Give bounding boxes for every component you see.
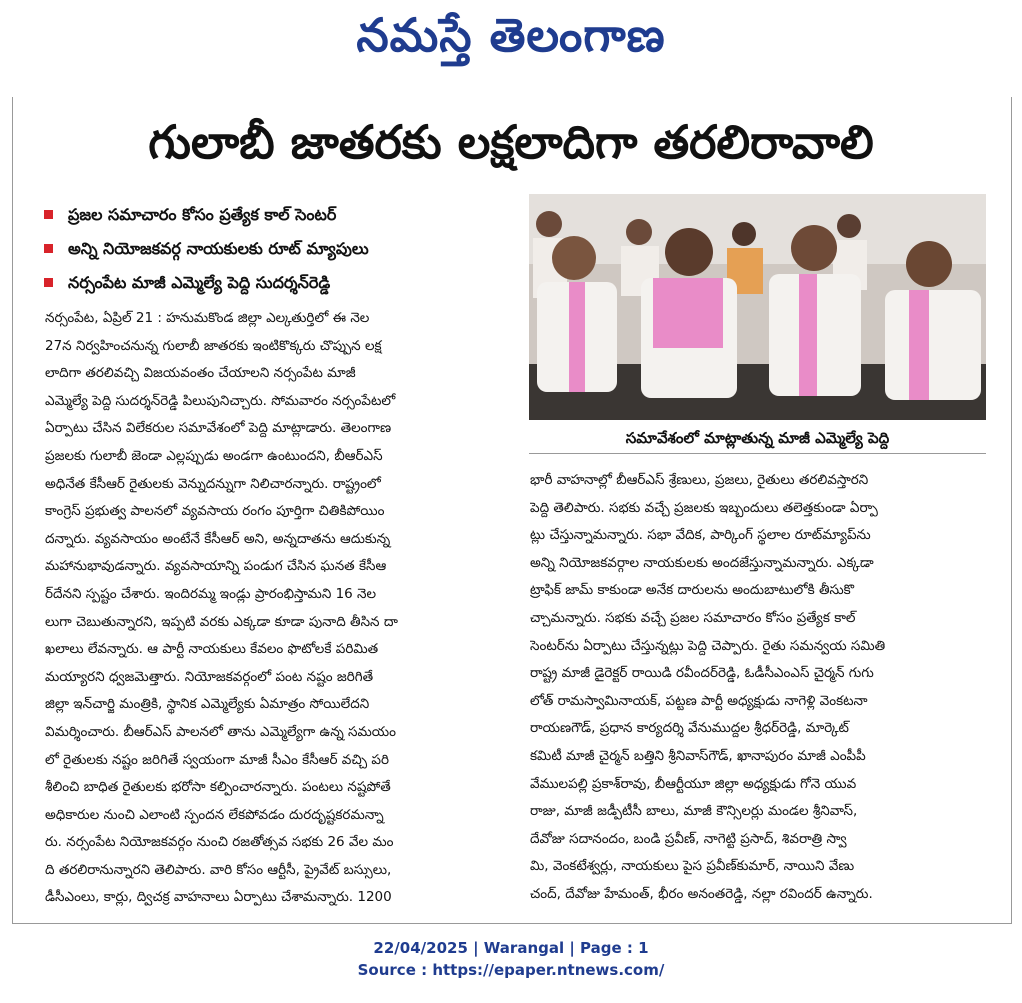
text-line: జిల్లా ఇన్‌చార్జి మంత్రికి, స్థానిక ఎమ్మెల్యేకు ఏమాత్రం సోయిలేదని [45, 696, 370, 713]
news-photo [529, 194, 986, 420]
text-line: ర్‌దేనని స్పష్టం చేశారు. ఇందిరమ్మ ఇండ్లు ప్రారంభిస్తామని 16 నెల [45, 585, 377, 602]
text-line: దేవోజు సదానందం, బండి ప్రవీణ్, నాగెట్టి ప్రసాద్, శివరాత్రి స్వా [530, 830, 847, 847]
text-line: రాజు, మాజీ జడ్పీటీసీ బాలు, మాజీ కౌన్సిలర్లు మండల శ్రీనివాస్, [530, 803, 858, 820]
photo-caption: సమావేశంలో మాట్లాతున్న మాజీ ఎమ్మెల్యే పెద్ది [529, 423, 986, 454]
bullet-item [42, 268, 512, 302]
footer-date-line: 22/04/2025 | Warangal | Page : 1 [373, 939, 649, 957]
photo-illustration [529, 194, 986, 420]
right-column [530, 467, 987, 909]
text-line: చంద్, దేవోజు హేమంత్, భీరం అనంతరెడ్డి, నల్లా రవిందర్ ఉన్నారు. [530, 885, 873, 902]
text-line: మహానుభావుడన్నారు. వ్యవసాయాన్ని పండుగ చేసిన ఘనత కేసీఆ [45, 558, 387, 575]
text-line: లోత్ రామస్వామినాయక్, పట్టణ పార్టీ అధ్యక్షుడు నాగెళ్లి వెంకటనా [530, 692, 868, 709]
bullet-square-icon [44, 278, 53, 287]
text-line: కాంగ్రెస్ ప్రభుత్వ పాలనలో వ్యవసాయ రంగం పూర్తిగా చితికిపోయిం [45, 503, 385, 520]
text-line: డీసీఎంలు, కార్లు, ద్విచక్ర వాహనాలు ఏర్పాటు చేశామన్నారు. 1200 [45, 889, 392, 906]
bullet-item [42, 234, 512, 268]
bullet-text: అన్ని నియోజకవర్గ నాయకులకు రూట్ మ్యాపులు [68, 239, 369, 258]
bullet-text: నర్సంపేట మాజీ ఎమ్మెల్యే పెద్ది సుదర్శన్‌రెడ్డి [68, 273, 331, 292]
text-line: విమర్శించారు. బీఆర్‌ఎస్ పాలనలో తాను ఎమ్మెల్యేగా ఉన్న సమయం [45, 723, 397, 740]
text-line: లాదిగా తరలివచ్చి విజయవంతం చేయాలని నర్సంపేట మాజీ [45, 365, 356, 382]
text-line: దన్నారు. వ్యవసాయం అంటేనే కేసీఆర్ అని, అన్నదాతను ఆదుకున్న [45, 530, 391, 547]
text-line: చ్చామన్నారు. సభకు వచ్చే ప్రజల సమాచారం కోసం ప్రత్యేక కాల్ [530, 609, 856, 626]
text-line: అన్ని నియోజకవర్గాల నాయకులకు అందజేస్తున్నామన్నారు. ఎక్కడా [530, 554, 874, 571]
masthead [0, 8, 1022, 78]
text-line: భారీ వాహనాల్లో బీఆర్‌ఎస్ శ్రేణులు, ప్రజలు, రైతులు తరలివస్తారని [530, 472, 869, 488]
left-column [45, 305, 507, 912]
masthead-title: నమస్తే తెలంగాణ [356, 8, 666, 62]
text-line: నర్సంపేట, ఏప్రిల్ 21 : హనుమకొండ జిల్లా ఎల్కతుర్తిలో ఈ నెల [45, 310, 370, 326]
text-line: సెంటర్‌ను ఏర్పాటు చేస్తున్నట్లు పెద్ది చెప్పారు. రైతు సమన్వయ సమితి [530, 637, 886, 654]
text-line: ట్లు చేస్తున్నామన్నారు. సభా వేదిక, పార్కింగ్ స్థలాల రూట్‌మ్యాప్‌ను [530, 527, 871, 544]
text-line: ది తరలిరానున్నారని తెలిపారు. వారి కోసం ఆర్టీసీ, ప్రైవేట్ బస్సులు, [45, 861, 392, 878]
bullet-square-icon [44, 210, 53, 219]
headline: గులాబీ జాతరకు లక్షలాదిగా తరలిరావాలి [148, 115, 874, 169]
text-line: వేములపల్లి ప్రకాశ్‌రావు, బీఆర్టీయూ జిల్లా అధ్యక్షుడు గోనె యువ [530, 775, 857, 792]
text-line: రు. నర్సంపేట నియోజకవర్గం నుంచి రజతోత్సవ సభకు 26 వేల మం [45, 834, 394, 851]
text-line: పెద్ది తెలిపారు. సభకు వచ్చే ప్రజలకు ఇబ్బందులు తలెత్తకుండా ఏర్పా [530, 499, 878, 516]
bullet-list [42, 200, 512, 302]
text-line: 27న నిర్వహించనున్న గులాబీ జాతరకు ఇంటికొక్కరు చొప్పున లక్ష [45, 337, 382, 354]
text-line: శీలించి బాధిత రైతులకు భరోసా కల్పించారన్నారు. పంటలు నష్టపోతే [45, 779, 391, 796]
text-line: అధికారుల నుంచి ఎలాంటి స్పందన లేకపోవడం దురదృష్టకరమన్నా [45, 806, 384, 823]
bullet-item [42, 200, 512, 234]
text-line: మయ్యారని ధ్వజమెత్తారు. నియోజకవర్గంలో పంట నష్టం జరిగితే [45, 668, 374, 685]
text-line: రాయణగౌడ్, ప్రధాన కార్యదర్శి వేనుముద్దల శ్రీధర్‌రెడ్డి, మార్కెట్ [530, 720, 849, 737]
text-line: కమిటీ మాజీ చైర్మన్ బత్తిని శ్రీనివాస్‌గౌడ్, ఖానాపురం మాజీ ఎంపీపీ [530, 747, 866, 764]
footer-source-link[interactable]: Source : https://epaper.ntnews.com/ [357, 961, 665, 979]
bullet-text: ప్రజల సమాచారం కోసం ప్రత్యేక కాల్ సెంటర్ [68, 205, 337, 224]
text-line: లో రైతులకు నష్టం జరిగితే స్వయంగా మాజీ సీఎం కేసీఆర్ వచ్చి పరి [45, 751, 389, 768]
text-line: ఖలాలు లేవన్నారు. ఆ పార్టీ నాయకులు కేవలం ఫొటోలకే పరిమిత [45, 641, 379, 658]
bullet-square-icon [44, 244, 53, 253]
text-line: ఏర్పాటు చేసిన విలేకరుల సమావేశంలో పెద్ది మాట్లాడారు. తెలంగాణ [45, 420, 392, 437]
text-line: మి, వెంకటేశ్వర్లు, నాయకులు పైస ప్రవీణ్‌కుమార్, నాయిని వేణు [530, 858, 855, 875]
text-line: రాష్ట్ర మాజీ డైరెక్టర్ రాయిడి రవీందర్‌రెడ్డి, ఓడీసీఎంఎస్ చైర్మన్ గుగు [530, 665, 874, 682]
text-line: ట్రాఫిక్ జామ్ కాకుండా అనేక దారులను అందుబాటులోకి తీసుకొ [530, 582, 855, 599]
text-line: అధినేత కేసీఆర్ రైతులకు వెన్నుదన్నుగా నిలిచారన్నారు. రాష్ట్రంలో [45, 475, 381, 492]
text-line: ఎమ్మెల్యే పెద్ది సుదర్శన్‌రెడ్డి పిలుపునిచ్చారు. సోమవారం నర్సంపేటలో [45, 392, 396, 409]
text-line: ప్రజలకు గులాబీ జెండా ఎల్లప్పుడు అండగా ఉంటుందని, బీఆర్‌ఎస్ [45, 447, 383, 464]
text-line: లుగా చెబుతున్నారని, ఇప్పటి వరకు ఎక్కడా కూడా పునాది తీసిన దా [45, 613, 398, 630]
footer [0, 937, 1022, 981]
